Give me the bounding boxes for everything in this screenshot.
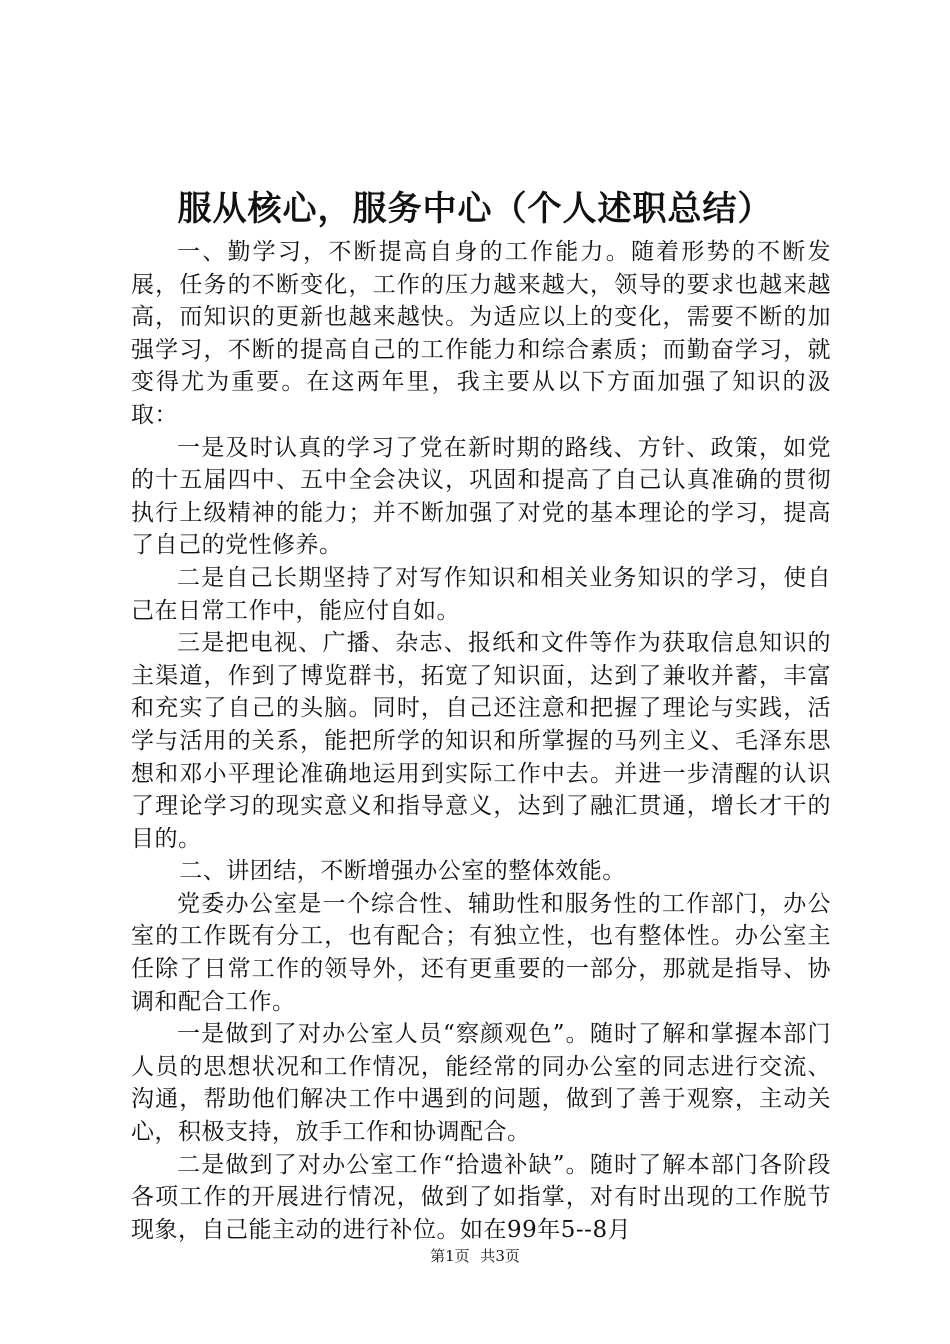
paragraph: 二是做到了对办公室工作“拾遗补缺”。随时了解本部门各阶段各项工作的开展进行情况，做到了如指掌，对有时出现的工作脱节现象，自己能主动的进行补位。如在99年5--8月 [131,1151,831,1243]
page-footer [0,1246,950,1266]
paragraph: 三是把电视、广播、杂志、报纸和文件等作为获取信息知识的主渠道，作到了博览群书，拓宽了知识面，达到了兼收并蓄，丰富和充实了自己的头脑。同时，自己还注意和把握了理论与实践，活学与活用的关系，能把所学的知识和所掌握的马列主义、毛泽东思想和邓小平理论准确地运用到实际工作中去。并进一步清醒的认识了理论学习的现实意义和指导意义，达到了融汇贯通，增长才干的目的。 [131,630,831,852]
page-total: 共3页 [480,1247,520,1265]
document-title: 服从核心，服务中心（个人述职总结） [177,189,773,229]
paragraph: 一、勤学习，不断提高自身的工作能力。随着形势的不断发展，任务的不断变化，工作的压力越来越大，领导的要求也越来越高，而知识的更新也越来越快。为适应以上的变化，需要不断的加强学习，不断的提高自己的工作能力和综合素质；而勤奋学习，就变得尤为重要。在这两年里，我主要从以下方面加强了知识的汲取： [131,239,831,428]
page-number: 第1页 [430,1247,470,1265]
paragraph: 党委办公室是一个综合性、辅助性和服务性的工作部门，办公室的工作既有分工，也有配合；有独立性，也有整体性。办公室主任除了日常工作的领导外，还有更重要的一部分，那就是指导、协调和配合工作。 [131,890,831,1015]
document-body [131,236,831,1246]
paragraph: 一是做到了对办公室人员“察颜观色”。随时了解和掌握本部门人员的思想状况和工作情况，能经常的同办公室的同志进行交流、沟通，帮助他们解决工作中遇到的问题，做到了善于观察，主动关心，积极支持，放手工作和协调配合。 [131,1021,831,1146]
paragraph: 二是自己长期坚持了对写作知识和相关业务知识的学习，使自己在日常工作中，能应付自如。 [131,564,831,624]
section-heading: 二、讲团结，不断增强办公室的整体效能。 [179,858,626,885]
paragraph: 一是及时认真的学习了党在新时期的路线、方针、政策，如党的十五届四中、五中全会决议，巩固和提高了自己认真准确的贯彻执行上级精神的能力；并不断加强了对党的基本理论的学习，提高了自己的党性修养。 [131,434,831,559]
